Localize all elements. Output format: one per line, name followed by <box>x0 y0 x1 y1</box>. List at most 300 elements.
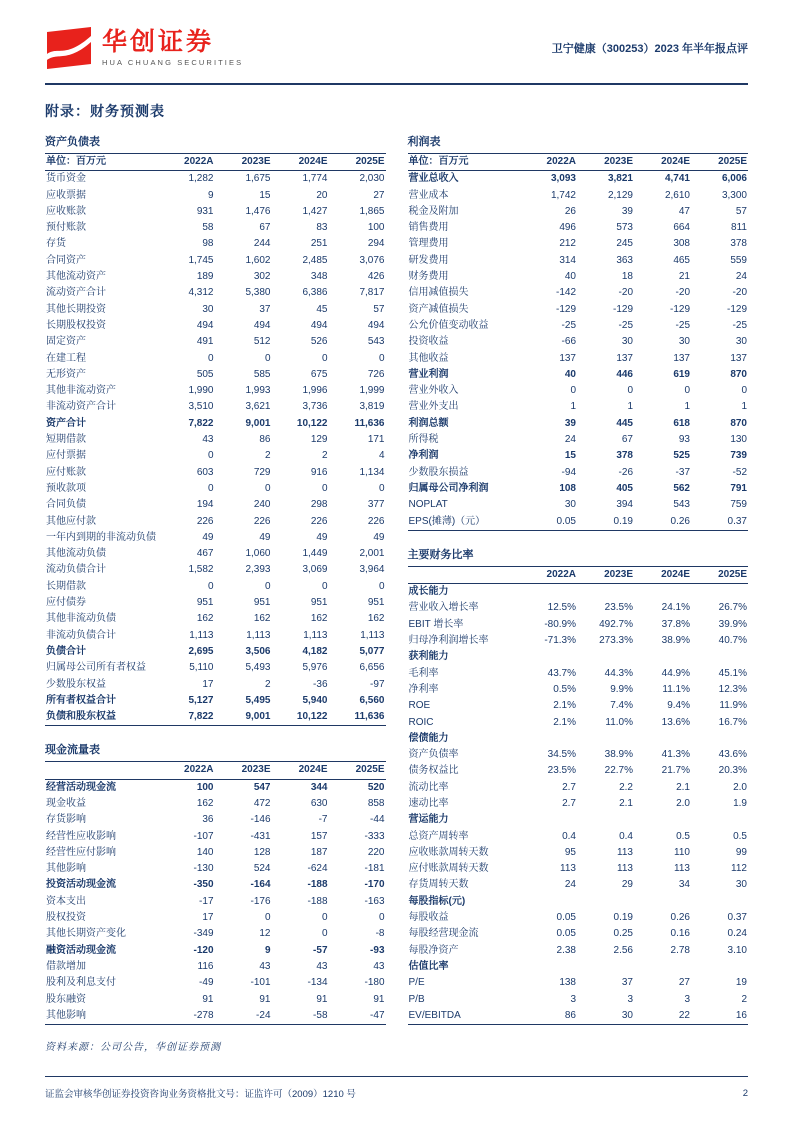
cell-value: 30 <box>735 336 747 348</box>
cell-value: 2.2 <box>619 781 633 793</box>
column-header: 2022A <box>546 156 576 167</box>
cell-value: 298 <box>310 499 328 511</box>
cell-value <box>691 731 748 747</box>
cell-value <box>634 812 691 828</box>
cell-value: 5,110 <box>189 662 214 674</box>
cell-value: 30 <box>678 336 690 348</box>
table-row <box>45 416 386 432</box>
table-row <box>45 943 386 959</box>
cell-value: 39 <box>564 417 576 429</box>
cell-value: 378 <box>616 450 633 462</box>
table-row <box>408 812 749 828</box>
cell-value: -93 <box>370 944 385 956</box>
cell-value: 37.8% <box>661 618 690 630</box>
cell-value: 0.16 <box>670 928 690 940</box>
row-label: 流动负债合计 <box>46 564 106 576</box>
row-label: 营业外收入 <box>408 385 459 397</box>
row-label: ROE <box>408 700 431 712</box>
cell-value: 524 <box>253 863 271 875</box>
cell-value: 446 <box>616 368 633 380</box>
cell-value: -146 <box>250 814 271 826</box>
cell-value: -624 <box>307 863 328 875</box>
cell-value: -134 <box>307 977 328 989</box>
cell-value: 37 <box>259 303 271 315</box>
cell-value: 26.7% <box>718 602 747 614</box>
table-row <box>408 845 749 861</box>
cell-value: 137 <box>616 352 633 364</box>
table-row <box>45 351 386 367</box>
cell-value: 49 <box>373 531 385 543</box>
cell-value: 34 <box>678 879 690 891</box>
cell-value: 951 <box>196 597 214 609</box>
cell-value <box>691 959 748 975</box>
cell-value: 1,113 <box>246 629 271 641</box>
unit-label <box>45 762 158 779</box>
cell-value: 0.5 <box>676 830 690 842</box>
row-label: 信用减值损失 <box>408 287 469 299</box>
row-label: 其他应付款 <box>46 515 96 527</box>
cell-value: 11.1% <box>662 683 690 695</box>
cell-value: 43 <box>316 960 328 972</box>
cell-value: 3,819 <box>359 401 385 413</box>
cell-value: 16 <box>735 1009 747 1021</box>
table-row <box>45 579 386 595</box>
row-label: 营运能力 <box>408 814 449 826</box>
cell-value: 445 <box>616 417 633 429</box>
cell-value: 43 <box>259 960 271 972</box>
cell-value: 137 <box>673 352 690 364</box>
cell-value: 4,741 <box>664 173 690 185</box>
table-row <box>408 959 749 975</box>
cell-value: 394 <box>616 499 633 511</box>
cell-value: 2 <box>264 678 271 690</box>
cell-value: 294 <box>367 238 385 250</box>
cell-value: 5,380 <box>245 287 271 299</box>
row-label: 存货周转天数 <box>408 879 469 891</box>
cell-value: -97 <box>370 678 385 690</box>
table-row <box>45 796 386 812</box>
row-label: 流动资产合计 <box>46 287 106 299</box>
cell-value: 36 <box>202 814 214 826</box>
cell-value: 86 <box>564 1009 576 1021</box>
row-label: 估值比率 <box>408 960 449 972</box>
cell-value: 17 <box>202 912 214 924</box>
cell-value: 314 <box>559 254 576 266</box>
column-header: 2022A <box>184 764 214 776</box>
cell-value: 212 <box>559 238 576 250</box>
cell-value: 0.24 <box>727 928 747 940</box>
table-row <box>45 253 386 269</box>
cell-value: 3,506 <box>245 645 271 657</box>
cell-value <box>520 731 577 747</box>
cell-value: 47 <box>678 205 690 217</box>
row-label: 现金收益 <box>46 797 86 809</box>
cell-value: -180 <box>364 977 385 989</box>
cell-value: 951 <box>310 597 328 609</box>
cell-value: 0 <box>570 385 576 397</box>
cell-value: 1,742 <box>550 189 576 201</box>
cell-value: 24 <box>735 271 747 283</box>
cell-value: 220 <box>367 846 385 858</box>
table-row <box>408 269 749 285</box>
row-label: 归母净利润增长率 <box>408 635 489 647</box>
cell-value: 44.9% <box>661 667 690 679</box>
table-row <box>45 845 386 861</box>
cell-value: -164 <box>250 879 271 891</box>
cell-value: 1,602 <box>245 254 271 266</box>
table-columns <box>45 131 748 1053</box>
row-label: 财务费用 <box>408 271 449 283</box>
row-label: 经营性应收影响 <box>46 830 116 842</box>
cell-value <box>634 649 691 665</box>
row-label: 资产负债率 <box>408 749 459 761</box>
table-row <box>45 829 386 845</box>
cell-value: 162 <box>310 613 328 625</box>
table-row <box>45 595 386 611</box>
cell-value: -37 <box>675 466 690 478</box>
cell-value: 12.5% <box>547 602 576 614</box>
row-label: 营业利润 <box>408 368 449 380</box>
footer-license-text: 证监会审核华创证券投资咨询业务资格批文号：证监许可（2009）1210 号 <box>45 1089 356 1100</box>
table-row <box>45 302 386 318</box>
row-label: 其他影响 <box>46 863 86 875</box>
row-label: 营业总收入 <box>408 173 459 185</box>
column-header: 2025E <box>355 156 385 167</box>
cell-value: -71.3% <box>544 635 576 647</box>
cell-value: 273.3% <box>599 635 633 647</box>
cell-value: 20.3% <box>718 765 747 777</box>
table-row <box>408 715 749 731</box>
cell-value: 7,817 <box>359 287 385 299</box>
cell-value: 0 <box>378 482 385 494</box>
table-row <box>408 861 749 877</box>
table-row <box>45 448 386 464</box>
cell-value: 2,485 <box>302 254 328 266</box>
cell-value: 49 <box>202 531 214 543</box>
cell-value: 0 <box>264 482 271 494</box>
cell-value: 1,745 <box>188 254 214 266</box>
row-label: 预收款项 <box>46 482 86 494</box>
cell-value: 27 <box>678 977 690 989</box>
cell-value: 57 <box>735 205 747 217</box>
cell-value: -350 <box>193 879 214 891</box>
cell-value: 21 <box>678 271 690 283</box>
table-row <box>45 236 386 252</box>
cell-value: 467 <box>196 548 214 560</box>
cell-value: 0.4 <box>619 830 633 842</box>
table-row <box>408 747 749 763</box>
cell-value: 3,964 <box>359 564 385 576</box>
cell-value: 378 <box>730 238 747 250</box>
row-label: 销售费用 <box>408 222 449 234</box>
table-row <box>408 600 749 616</box>
cell-value: -129 <box>612 303 633 315</box>
table-row <box>45 562 386 578</box>
cell-value: 1,134 <box>359 466 385 478</box>
cell-value: 951 <box>367 597 385 609</box>
cell-value: 1,999 <box>359 385 385 397</box>
table-row <box>45 465 386 481</box>
row-label: 每股净资产 <box>408 944 459 956</box>
cell-value: 1,113 <box>189 629 214 641</box>
cell-value: 3,510 <box>188 401 214 413</box>
column-header: 2023E <box>604 156 633 167</box>
cell-value: -170 <box>364 879 385 891</box>
cell-value: 0.5 <box>733 830 747 842</box>
column-header: 2024E <box>298 764 328 776</box>
cell-value: 603 <box>196 466 214 478</box>
unit-label: 单位：百万元 <box>46 156 106 167</box>
ratios-title: 主要财务比率 <box>407 548 474 561</box>
row-label: EV/EBITDA <box>408 1009 461 1021</box>
cell-value: 0.26 <box>670 912 690 924</box>
table-row <box>45 432 386 448</box>
cell-value: 520 <box>367 781 385 793</box>
cell-value: 0 <box>627 385 633 397</box>
row-label: 无形资产 <box>46 368 86 380</box>
cell-value: -25 <box>732 319 747 331</box>
cell-value: -188 <box>307 895 328 907</box>
cell-value: 5,493 <box>245 662 271 674</box>
cell-value: 43 <box>373 960 385 972</box>
page-header <box>45 20 748 76</box>
row-label: 应付债券 <box>46 597 86 609</box>
cell-value: 0 <box>378 912 385 924</box>
cell-value: 0 <box>207 450 214 462</box>
cell-value: 4,312 <box>188 287 214 299</box>
row-label: 投资活动现金流 <box>46 879 116 891</box>
column-header: 2025E <box>718 156 747 167</box>
cell-value: 1,427 <box>302 205 328 217</box>
cell-value: 99 <box>735 846 747 858</box>
cell-value: 1,865 <box>359 205 385 217</box>
table-row <box>45 546 386 562</box>
cell-value: 512 <box>253 336 271 348</box>
row-label: 合同负债 <box>46 499 86 511</box>
cell-value: 377 <box>367 499 385 511</box>
cell-value: 0 <box>321 928 328 940</box>
table-row <box>408 796 749 812</box>
cell-value: 9,001 <box>245 711 271 723</box>
table-row <box>45 693 386 709</box>
cell-value: 251 <box>310 238 328 250</box>
row-label: 短期借款 <box>46 434 86 446</box>
cell-value: -176 <box>250 895 271 907</box>
cell-value: 3,736 <box>302 401 328 413</box>
table-row <box>408 975 749 991</box>
row-label: 应付账款 <box>46 466 86 478</box>
table-row <box>45 1008 386 1025</box>
table-row <box>45 530 386 546</box>
cell-value <box>520 649 577 665</box>
column-header: 2025E <box>355 764 385 776</box>
cell-value: 492.7% <box>599 618 633 630</box>
row-label: 非流动资产合计 <box>46 401 116 413</box>
unit-label: 单位：百万元 <box>408 156 469 167</box>
cell-value: 630 <box>310 797 328 809</box>
cell-value: 137 <box>730 352 747 364</box>
cell-value: 244 <box>253 238 271 250</box>
cell-value: 13.6% <box>661 716 690 728</box>
cell-value: 40.7% <box>718 635 747 647</box>
cell-value: 2 <box>321 450 328 462</box>
cell-value: 2,001 <box>359 548 385 560</box>
row-label: 净利率 <box>408 683 439 695</box>
table-row <box>408 188 749 204</box>
cell-value: 108 <box>559 482 576 494</box>
cell-value: -44 <box>370 814 385 826</box>
row-label: 一年内到期的非流动负债 <box>46 531 156 543</box>
cell-value: 24 <box>564 879 576 891</box>
cell-value <box>634 959 691 975</box>
row-label: P/B <box>408 993 425 1005</box>
cell-value: 543 <box>367 336 385 348</box>
cell-value: -49 <box>199 977 214 989</box>
cell-value: 5,077 <box>359 645 385 657</box>
cell-value: 10,122 <box>296 711 328 723</box>
table-row <box>45 644 386 660</box>
cell-value: 1,993 <box>245 385 271 397</box>
cell-value: 38.9% <box>661 635 690 647</box>
cell-value: 547 <box>253 781 271 793</box>
table-row <box>408 399 749 415</box>
column-header: 2025E <box>718 568 747 580</box>
table-row <box>45 992 386 1008</box>
cell-value <box>577 649 634 665</box>
cell-value: 171 <box>367 434 385 446</box>
table-row <box>45 877 386 893</box>
cell-value: 2.7 <box>562 781 576 793</box>
cell-value: 162 <box>367 613 385 625</box>
cell-value: 0 <box>264 580 271 592</box>
row-label: 合同资产 <box>46 254 86 266</box>
header-row <box>408 566 749 583</box>
cell-value: 1,060 <box>245 548 271 560</box>
table-row <box>45 334 386 350</box>
table-row <box>408 367 749 383</box>
cell-value: 3,821 <box>607 173 633 185</box>
row-label: 每股经营现金流 <box>408 928 479 940</box>
table-row <box>408 432 749 448</box>
cell-value: 49 <box>259 531 271 543</box>
cell-value: 23.5% <box>604 602 633 614</box>
cell-value: 6,560 <box>359 694 385 706</box>
cell-value: 791 <box>730 482 747 494</box>
cell-value: 0 <box>741 385 747 397</box>
cell-value: 91 <box>373 993 385 1005</box>
cell-value: 194 <box>196 499 214 511</box>
cell-value: 562 <box>673 482 690 494</box>
cell-value: 559 <box>730 254 747 266</box>
cell-value: 6,656 <box>359 662 385 674</box>
row-label: 其他长期资产变化 <box>46 928 126 940</box>
table-row <box>45 383 386 399</box>
cell-value: -278 <box>193 1009 214 1021</box>
cell-value: 189 <box>196 271 214 283</box>
cell-value: 10,122 <box>296 417 328 429</box>
table-row <box>408 877 749 893</box>
report-title: 卫宁健康（300253）2023 年半年报点评 <box>551 43 748 55</box>
row-label: 归属母公司净利润 <box>408 482 489 494</box>
cell-value: 91 <box>202 993 214 1005</box>
cell-value: 0.05 <box>556 912 576 924</box>
cash-flow-title: 现金流量表 <box>45 744 100 757</box>
row-label: 固定资产 <box>46 336 86 348</box>
cell-value: 45 <box>316 303 328 315</box>
row-label: 借款增加 <box>46 960 86 972</box>
table-row <box>408 285 749 301</box>
row-label: 预付账款 <box>46 222 86 234</box>
cell-value: -7 <box>318 814 328 826</box>
cash-flow-section <box>45 739 386 1025</box>
cell-value <box>520 894 577 910</box>
row-label: 总资产周转率 <box>408 830 469 842</box>
column-header: 2024E <box>661 156 690 167</box>
balance-sheet-table <box>45 153 386 726</box>
table-row <box>45 481 386 497</box>
cell-value <box>577 959 634 975</box>
cell-value: 494 <box>310 319 328 331</box>
cell-value: 6,006 <box>721 173 747 185</box>
cell-value: 1,774 <box>302 173 328 185</box>
cell-value: 113 <box>617 846 633 858</box>
row-label: 应付票据 <box>46 450 86 462</box>
cell-value: -188 <box>307 879 328 891</box>
cell-value: 619 <box>673 368 690 380</box>
cell-value: 0.19 <box>613 912 633 924</box>
cell-value: -25 <box>618 319 633 331</box>
row-label: 其他长期投资 <box>46 303 106 315</box>
column-header: 2023E <box>241 156 271 167</box>
cell-value: 0 <box>321 482 328 494</box>
table-row <box>45 497 386 513</box>
table-row <box>45 975 386 991</box>
cell-value: 4,182 <box>302 645 328 657</box>
cell-value: 91 <box>259 993 271 1005</box>
cell-value: 5,495 <box>245 694 271 706</box>
cell-value: 0 <box>321 912 328 924</box>
cell-value: 1,113 <box>360 629 385 641</box>
cell-value: 0 <box>378 580 385 592</box>
table-row <box>45 910 386 926</box>
cell-value: -8 <box>375 928 385 940</box>
right-column <box>408 131 749 1038</box>
cell-value: -20 <box>618 287 633 299</box>
cell-value: -57 <box>313 944 328 956</box>
company-logo <box>45 27 243 69</box>
row-label: 负债和股东权益 <box>46 711 116 723</box>
table-row <box>45 959 386 975</box>
cell-value: 3 <box>570 993 576 1005</box>
row-label: 货币资金 <box>46 173 86 185</box>
cell-value: 58 <box>202 222 214 234</box>
cell-value: 9 <box>264 944 271 956</box>
cell-value: 2,695 <box>188 645 214 657</box>
cell-value: 2.0 <box>733 781 747 793</box>
ratios-section <box>408 544 749 1025</box>
row-label: 获利能力 <box>408 651 449 663</box>
cell-value: 2.0 <box>676 797 690 809</box>
cell-value: 187 <box>310 846 328 858</box>
cell-value: -66 <box>561 336 576 348</box>
cell-value: -120 <box>193 944 214 956</box>
cell-value: 30 <box>202 303 214 315</box>
row-label: EBIT 增长率 <box>408 618 464 630</box>
row-label: 应收账款 <box>46 205 86 217</box>
cell-value: 491 <box>196 336 214 348</box>
unit-label <box>408 566 521 583</box>
cell-value: -349 <box>193 928 214 940</box>
